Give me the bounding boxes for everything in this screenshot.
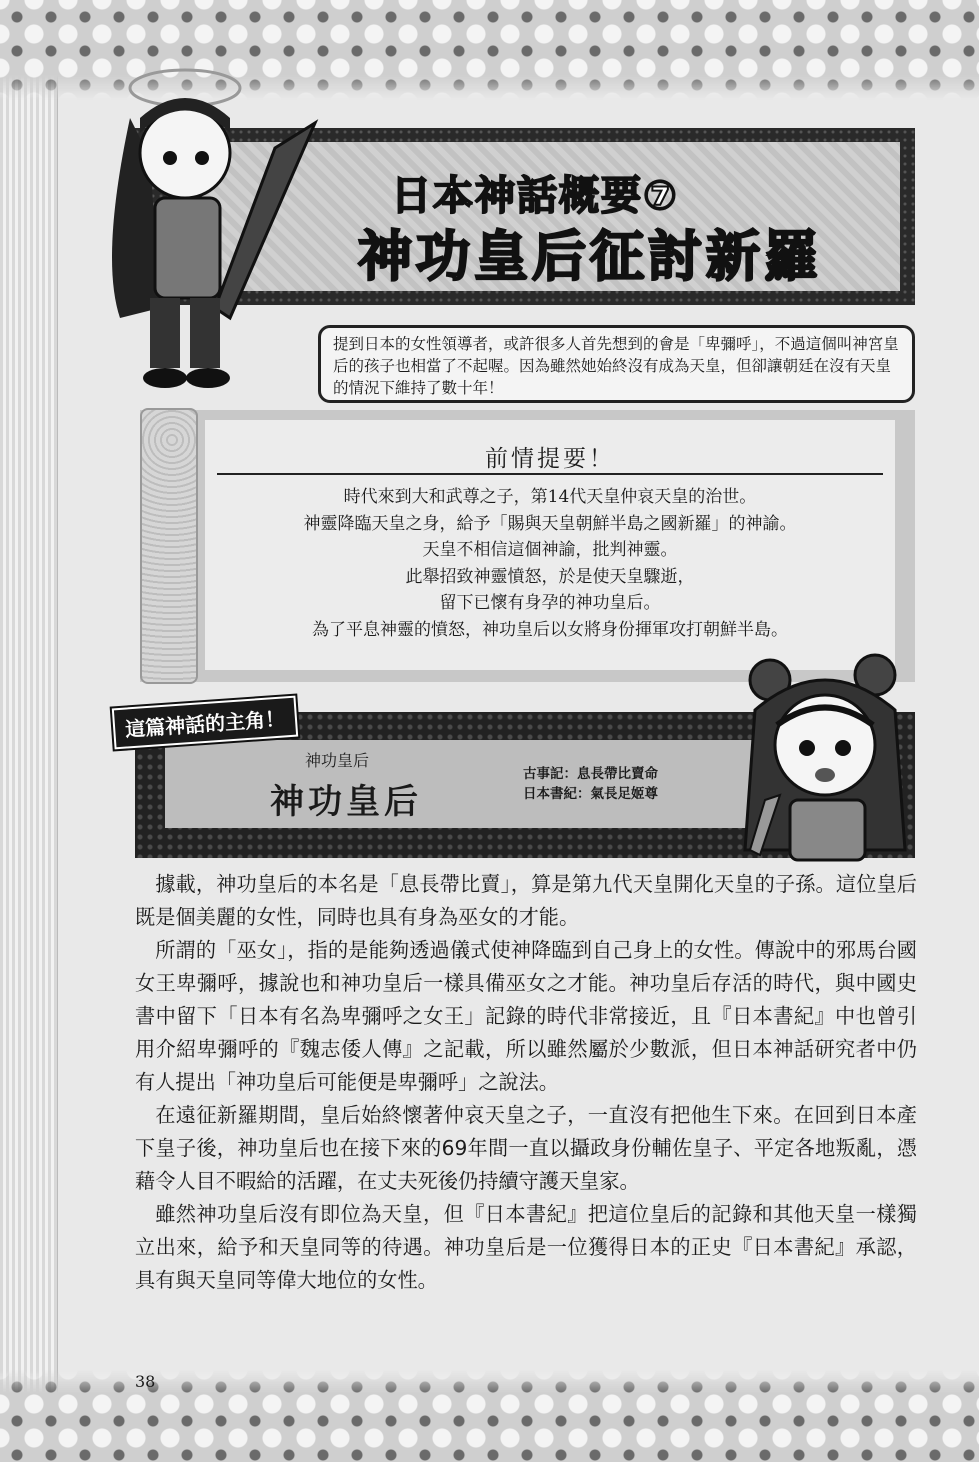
speech-bubble: 提到日本的女性領導者，或許很多人首先想到的會是「卑彌呼」，不過這個叫神宮皇后的孩子也相當了不起喔。因為雖然她始終沒有成為天皇，但卻讓朝廷在沒有天皇的情況下維持了數十年！ bbox=[318, 325, 915, 403]
series-title: 日本神話概要⑦ bbox=[391, 173, 679, 219]
page-number: 38 bbox=[135, 1372, 156, 1391]
divider bbox=[217, 473, 883, 475]
protagonist-name: 神功皇后 bbox=[270, 782, 422, 822]
protagonist-tag: 這篇神話的主角！ bbox=[112, 696, 298, 750]
summary-text bbox=[205, 484, 895, 643]
paragraph: 據載，神功皇后的本名是「息長帶比賣」，算是第九代天皇開化天皇的子孫。這位皇后既是個美麗的女性，同時也具有身為巫女的才能。 bbox=[135, 872, 917, 929]
paragraph: 所謂的「巫女」，指的是能夠透過儀式使神降臨到自己身上的女性。傳說中的邪馬台國女王卑彌呼，據說也和神功皇后一樣具備巫女之才能。神功皇后存活的時代，與中國史書中留下「日本有名為卑彌呼之女王」記錄的時代非常接近，且『日本書紀』中也曾引用介紹卑彌呼的『魏志倭人傳』之記載，所以雖然屬於少數派，但日本神話研究者中仍有人提出「神功皇后可能便是卑彌呼」之說法。 bbox=[135, 938, 917, 1094]
page-title: 神功皇后征討新羅 bbox=[358, 225, 822, 288]
nihonshoki-name: 日本書紀：氣長足姬尊 bbox=[523, 786, 658, 802]
summary-panel bbox=[205, 420, 895, 670]
summary-title: 前情提要！ bbox=[485, 446, 615, 472]
summary-line: 天皇不相信這個神諭，批判神靈。 bbox=[422, 540, 678, 560]
summary-line: 此舉招致神靈憤怒，於是使天皇驟逝， bbox=[405, 566, 695, 587]
paragraph: 雖然神功皇后沒有即位為天皇，但『日本書紀』把這位皇后的記錄和其他天皇一樣獨立出來，給予和天皇同等的待遇。神功皇后是一位獲得日本的正史『日本書紀』承認，具有與天皇同等偉大地位的女性。 bbox=[135, 1202, 917, 1292]
protagonist-panel bbox=[165, 740, 765, 828]
page-edge bbox=[0, 0, 58, 1462]
kojiki-name: 古事記：息長帶比賣命 bbox=[523, 766, 658, 782]
protagonist-reading: 神功皇后 bbox=[305, 751, 370, 770]
summary-line: 留下已懷有身孕的神功皇后。 bbox=[439, 593, 661, 613]
article-body bbox=[135, 868, 917, 1297]
scroll-roll bbox=[140, 408, 198, 684]
empress-jingu-illustration bbox=[735, 650, 915, 865]
summary-line: 神靈降臨天皇之身，給予「賜與天皇朝鮮半島之國新羅」的神諭。 bbox=[303, 513, 797, 534]
warrior-girl-illustration bbox=[90, 58, 330, 403]
summary-line: 為了平息神靈的憤怒，神功皇后以女將身份揮軍攻打朝鮮半島。 bbox=[312, 619, 788, 640]
paragraph: 在遠征新羅期間，皇后始終懷著仲哀天皇之子，一直沒有把他生下來。在回到日本產下皇子後，神功皇后也在接下來的69年間一直以攝政身份輔佐皇子、平定各地叛亂，憑藉令人目不暇給的活躍，在丈夫死後仍持續守護天皇家。 bbox=[135, 1103, 917, 1193]
summary-line: 時代來到大和武尊之子，第14代天皇仲哀天皇的治世。 bbox=[343, 487, 757, 507]
protagonist-aliases bbox=[523, 764, 658, 804]
